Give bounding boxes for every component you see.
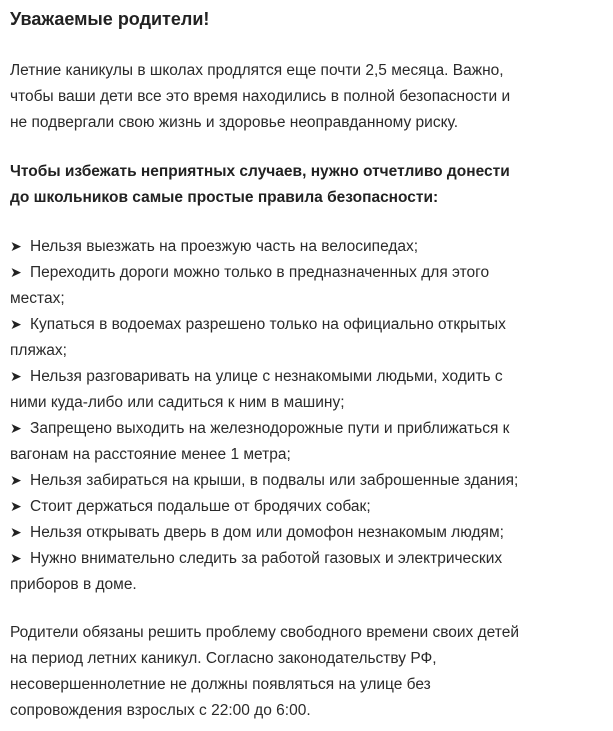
rule-text: Стоит держаться подальше от бродячих собак; — [30, 498, 371, 515]
arrow-bullet-icon: ➤ — [10, 421, 22, 437]
rule-text-continued: ними куда-либо или садиться к ним в машину; — [10, 394, 345, 411]
intro-line: не подвергали свою жизнь и здоровье неоправданному риску. — [10, 114, 459, 131]
arrow-bullet-icon: ➤ — [10, 473, 22, 489]
closing-line: несовершеннолетние не должны появляться на улице без — [10, 676, 431, 693]
rule-text-continued: пляжах; — [10, 342, 67, 359]
closing-line: на период летних каникул. Согласно законодательству РФ, — [10, 650, 437, 667]
arrow-bullet-icon: ➤ — [10, 239, 22, 255]
lead-line: Чтобы избежать неприятных случаев, нужно отчетливо донести — [10, 163, 510, 180]
intro-line: Летние каникулы в школах продлятся еще почти 2,5 месяца. Важно, — [10, 62, 504, 79]
rule-item — [10, 364, 610, 416]
rule-text: Нельзя выезжать на проезжую часть на велосипедах; — [30, 238, 419, 255]
intro-line: чтобы ваши дети все это время находились в полной безопасности и — [10, 88, 511, 105]
closing-line: сопровождения взрослых с 22:00 до 6:00. — [10, 702, 311, 719]
arrow-bullet-icon: ➤ — [10, 551, 22, 567]
rule-text-continued: местах; — [10, 290, 65, 307]
rule-text: Переходить дороги можно только в предназначенных для этого — [30, 264, 490, 281]
arrow-bullet-icon: ➤ — [10, 525, 22, 541]
rule-text: Нельзя открывать дверь в дом или домофон незнакомым людям; — [30, 524, 504, 541]
rule-text: Нельзя разговаривать на улице с незнакомыми людьми, ходить с — [30, 368, 503, 385]
rule-text-continued: вагонам на расстояние менее 1 метра; — [10, 446, 291, 463]
arrow-bullet-icon: ➤ — [10, 369, 22, 385]
arrow-bullet-icon: ➤ — [10, 317, 22, 333]
rule-item — [10, 494, 610, 520]
lead-paragraph — [10, 159, 610, 211]
rule-text-continued: приборов в доме. — [10, 576, 137, 593]
rule-item — [10, 260, 610, 312]
rule-text: Купаться в водоемах разрешено только на официально открытых — [30, 316, 506, 333]
page-title: Уважаемые родители! — [10, 9, 210, 29]
rule-item — [10, 416, 610, 468]
intro-paragraph — [10, 58, 610, 136]
rule-item — [10, 468, 610, 494]
rule-item — [10, 312, 610, 364]
rule-item — [10, 234, 610, 260]
closing-line: Родители обязаны решить проблему свободного времени своих детей — [10, 624, 519, 641]
rule-text: Запрещено выходить на железнодорожные пути и приближаться к — [30, 420, 510, 437]
arrow-bullet-icon: ➤ — [10, 499, 22, 515]
safety-rules-list — [10, 234, 610, 598]
rule-text: Нельзя забираться на крыши, в подвалы или заброшенные здания; — [30, 472, 519, 489]
rule-item — [10, 546, 610, 598]
lead-line: до школьников самые простые правила безопасности: — [10, 189, 439, 206]
rule-item — [10, 520, 610, 546]
closing-paragraph — [10, 620, 610, 724]
arrow-bullet-icon: ➤ — [10, 265, 22, 281]
rule-text: Нужно внимательно следить за работой газовых и электрических — [30, 550, 503, 567]
